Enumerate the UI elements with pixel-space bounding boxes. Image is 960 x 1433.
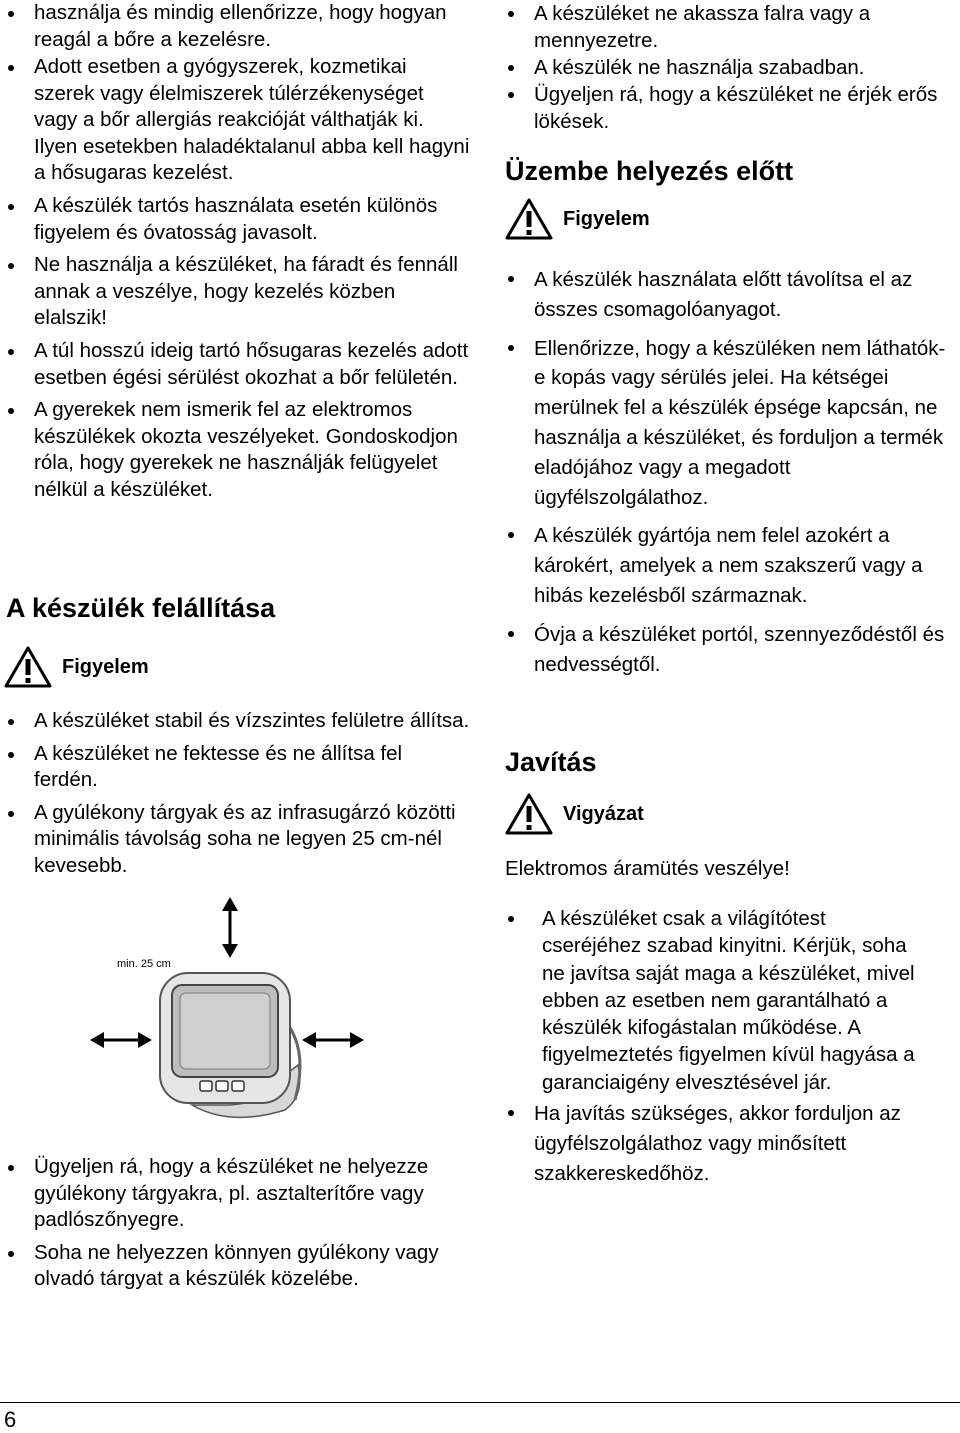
warning-repair xyxy=(505,793,644,835)
list-item: A túl hosszú ideig tartó hősugaras kezelés adott esetben égési sérülést okozhat a bőr felületén. xyxy=(0,338,470,391)
list-item: Ne használja a készüléket, ha fáradt és fennáll annak a veszélye, hogy kezelés közben elalszik! xyxy=(0,252,470,332)
warning-label: Figyelem xyxy=(62,655,149,678)
distance-figure xyxy=(80,895,380,1145)
list-item: A készülék ne használja szabadban. xyxy=(500,54,955,81)
page-number: 6 xyxy=(4,1407,17,1432)
warning-triangle-icon xyxy=(505,793,553,835)
warning-label: Figyelem xyxy=(563,207,650,230)
list-item: Ügyeljen rá, hogy a készüléket ne helyezze gyúlékony tárgyakra, pl. asztalterítőre vagy padlószőnyegre. xyxy=(0,1154,470,1234)
list-item: Ellenőrizze, hogy a készüléken nem láthatók-e kopás vagy sérülés jelei. Ha kétségei merülnek fel a készülék épsége kapcsán, ne használja a készüléket, és forduljon a termék eladójához vagy a megadott ügyfélszolgálathoz. xyxy=(500,334,955,513)
section-heading-setup: A készülék felállítása xyxy=(6,593,276,623)
repair-intro: Elektromos áramütés veszélye! xyxy=(505,857,790,880)
top-list xyxy=(500,0,955,135)
setup-list xyxy=(0,708,470,880)
arrow-up-icon xyxy=(222,897,238,958)
list-item: A készüléket stabil és vízszintes felületre állítsa. xyxy=(0,708,470,735)
list-item: A készüléket ne akassza falra vagy a mennyezetre. xyxy=(500,0,955,54)
list-item: A gyúlékony tárgyak és az infrasugárzó közötti minimális távolság soha ne legyen 25 cm-nél kevesebb. xyxy=(0,800,470,880)
device-illustration xyxy=(80,895,380,1145)
distance-label: min. 25 cm xyxy=(117,958,171,970)
warning-before-use xyxy=(505,198,650,240)
list-item: A készülék használata előtt távolítsa el az összes csomagolóanyagot. xyxy=(500,265,955,325)
list-item: Óvja a készüléket portól, szennyeződéstől és nedvességtől. xyxy=(500,620,955,680)
before-use-list xyxy=(500,265,955,679)
list-item: A készüléket ne fektesse és ne állítsa fel ferdén. xyxy=(0,741,470,794)
warning-label: Vigyázat xyxy=(563,802,644,825)
section-heading-before-use: Üzembe helyezés előtt xyxy=(505,156,794,186)
repair-list xyxy=(500,905,920,1188)
warning-setup xyxy=(4,646,149,688)
intro-list xyxy=(0,54,470,504)
list-item: A készüléket csak a világítótest cseréjéhez szabad kinyitni. Kérjük, soha ne javítsa saját maga a készüléket, mivel ebben az esetben nem garantálható a készülék kifogástalan működése. A figyelmeztetés figyelmen kívül hagyása a garanciaigény elvesztésével jár. xyxy=(500,905,920,1096)
footer-rule xyxy=(0,1402,960,1403)
list-item: Adott esetben a gyógyszerek, kozmetikai szerek vagy élelmiszerek túlérzékenységet vagy a bőr allergiás reakcióját válthatják ki. Ilyen esetekben haladéktalanul abba kell hagyni a hősugaras kezelést. xyxy=(0,54,470,187)
warning-triangle-icon xyxy=(505,198,553,240)
list-item: A gyerekek nem ismerik fel az elektromos készülékek okozta veszélyeket. Gondoskodjon róla, hogy gyerekek ne használják felügyelet nélkül a készüléket. xyxy=(0,397,470,503)
list-item: Soha ne helyezzen könnyen gyúlékony vagy olvadó tárgyat a készülék közelébe. xyxy=(0,1240,470,1293)
arrow-left-icon xyxy=(90,1032,152,1048)
list-item: A készülék tartós használata esetén különös figyelem és óvatosság javasolt. xyxy=(0,193,470,246)
list-item: használja és mindig ellenőrizze, hogy hogyan reagál a bőre a kezelésre. xyxy=(0,0,470,53)
intro-list xyxy=(0,0,470,53)
section-heading-repair: Javítás xyxy=(505,747,597,777)
list-item: Ügyeljen rá, hogy a készüléket ne érjék erős lökések. xyxy=(500,81,955,135)
list-item: A készülék gyártója nem felel azokért a károkért, amelyek a nem szakszerű vagy a hibás kezelésből származnak. xyxy=(500,521,955,610)
arrow-right-icon xyxy=(302,1032,364,1048)
after-figure-list xyxy=(0,1154,470,1293)
list-item: Ha javítás szükséges, akkor forduljon az ügyfélszolgálathoz vagy minősített szakkereskedőhöz. xyxy=(500,1099,920,1188)
warning-triangle-icon xyxy=(4,646,52,688)
